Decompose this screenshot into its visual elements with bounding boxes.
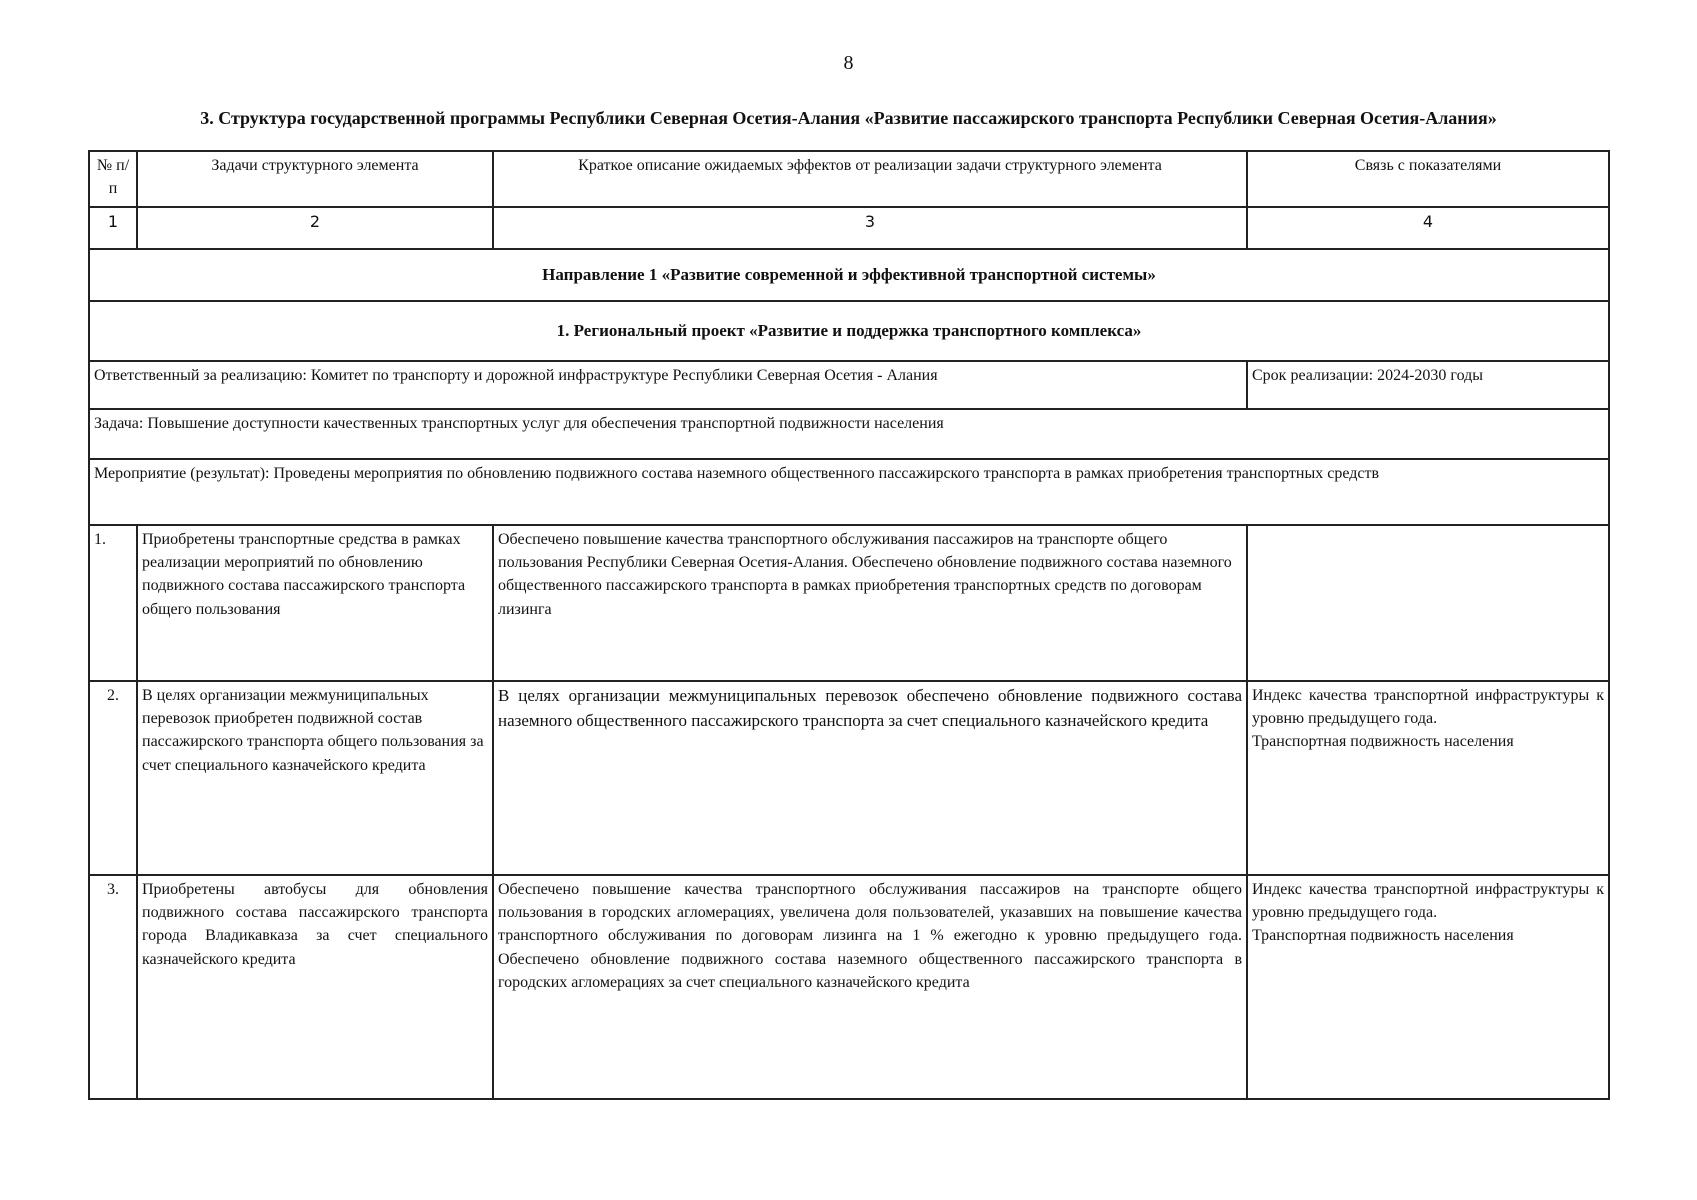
row-effect: Обеспечено повышение качества транспортного обслуживания пассажиров на транспорте общего пользования Республики Северная Осетия-Алания. Обеспечено обновление подвижного состава наземного общественного пассажирского транспорта в рамках приобретения транспортных средств по договорам лизинга	[493, 525, 1247, 681]
task-cell: Задача: Повышение доступности качественных транспортных услуг для обеспечения транспортной подвижности населения	[89, 409, 1609, 459]
term-cell: Срок реализации: 2024-2030 годы	[1247, 361, 1609, 409]
row-effect: В целях организации межмуниципальных перевозок обеспечено обновление подвижного состава наземного общественного пассажирского транспорта за счет специального казначейского кредита	[493, 681, 1247, 875]
direction-heading: Направление 1 «Развитие современной и эффективной транспортной системы»	[89, 249, 1609, 301]
measure-cell: Мероприятие (результат): Проведены мероприятия по обновлению подвижного состава наземного общественного пассажирского транспорта в рамках приобретения транспортных средств	[89, 459, 1609, 525]
row-task: Приобретены транспортные средства в рамках реализации мероприятий по обновлению подвижного состава пассажирского транспорта общего пользования	[137, 525, 493, 681]
row-number: 2.	[89, 681, 137, 875]
indicator-quality: Индекс качества транспортной инфраструктуры к уровню предыдущего года.	[1252, 687, 1604, 728]
header-indicators: Связь с показателями	[1247, 151, 1609, 207]
table-row	[89, 525, 1609, 681]
document-title: 3. Структура государственной программы Республики Северная Осетия-Алания «Развитие пассажирского транспорта Республики Северная Осетия-Алания»	[200, 108, 1497, 128]
column-number: 4	[1247, 207, 1609, 249]
table-row	[89, 875, 1609, 1099]
column-number-row	[89, 207, 1609, 249]
header-tasks: Задачи структурного элемента	[137, 151, 493, 207]
row-number: 1.	[89, 525, 137, 681]
row-indicators	[1247, 875, 1609, 1099]
row-indicators	[1247, 681, 1609, 875]
indicator-mobility: Транспортная подвижность населения	[1252, 733, 1514, 751]
row-task: В целях организации межмуниципальных перевозок приобретен подвижной состав пассажирского транспорта общего пользования за счет специального казначейского кредита	[137, 681, 493, 875]
indicator-quality: Индекс качества транспортной инфраструктуры к уровню предыдущего года.	[1252, 881, 1604, 922]
column-number: 2	[137, 207, 493, 249]
responsible-cell: Ответственный за реализацию: Комитет по транспорту и дорожной инфраструктуре Республики Северная Осетия - Алания	[89, 361, 1247, 409]
column-number: 1	[89, 207, 137, 249]
header-number: № п/п	[89, 151, 137, 207]
header-row	[89, 151, 1609, 207]
row-task: Приобретены автобусы для обновления подвижного состава пассажирского транспорта города Владикавказа за счет специального казначейского кредита	[137, 875, 493, 1099]
program-structure-table	[88, 150, 1610, 1100]
responsible-row	[89, 361, 1609, 409]
row-number: 3.	[89, 875, 137, 1099]
project-heading: 1. Региональный проект «Развитие и поддержка транспортного комплекса»	[89, 301, 1609, 361]
table-row	[89, 681, 1609, 875]
page-number: 8	[843, 52, 854, 74]
row-indicators	[1247, 525, 1609, 681]
header-effects: Краткое описание ожидаемых эффектов от реализации задачи структурного элемента	[493, 151, 1247, 207]
row-effect: Обеспечено повышение качества транспортного обслуживания пассажиров на транспорте общего пользования в городских агломерациях, увеличена доля пользователей, указавших на повышение качества транспортного обслуживания по договорам лизинга на 1 % ежегодно к уровню предыдущего года. Обеспечено обновление подвижного состава наземного общественного пассажирского транспорта в городских агломерациях за счет специального казначейского кредита	[493, 875, 1247, 1099]
indicator-mobility: Транспортная подвижность населения	[1252, 927, 1514, 945]
column-number: 3	[493, 207, 1247, 249]
